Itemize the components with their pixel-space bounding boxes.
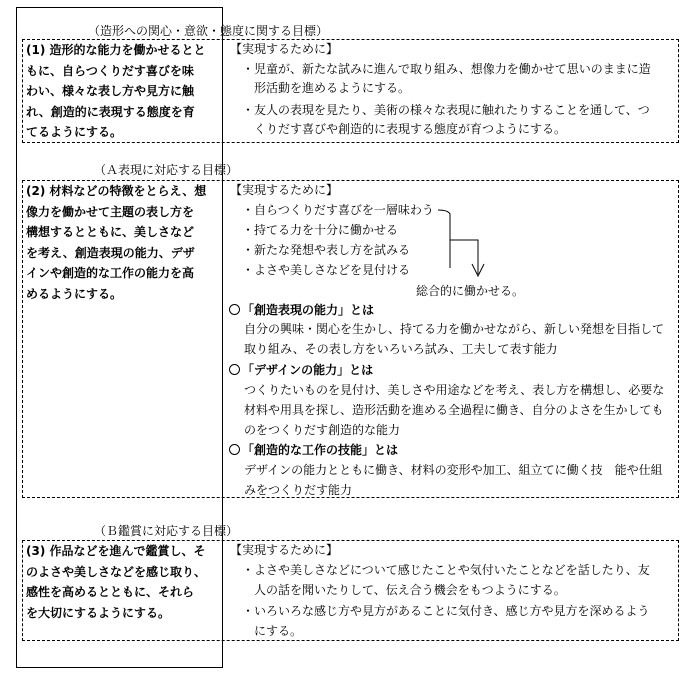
section-3-goal: (3) 作品などを進んで鑑賞し、そ のよさや美しさなどを感じ取り、 感性を高めるとともに、それら を大切にするようにする。 xyxy=(26,544,207,620)
definition-1-line-2: 取り組み、その表し方をいろいろ試み、工夫して表す能力 xyxy=(244,342,558,356)
section-2-item-3: ・新たな発想や表し方を試みる xyxy=(242,243,411,257)
definition-3-title xyxy=(229,441,398,460)
section-1-bullet-2a: ・友人の表現を見たり、美術の様々な表現に触れたりすることを通して、つ xyxy=(242,103,650,117)
combined-note: 総合的に働かせる。 xyxy=(416,284,525,298)
section-1-bullet-2b: くりだす喜びや創造的に表現する態度が育つようにする。 xyxy=(254,122,567,136)
section-3-bullet-2a: ・いろいろな感じ方や見方があることに気付き、感じ方や見方を深めるよう xyxy=(242,604,650,618)
section-3-bullet-2b: にする。 xyxy=(254,624,303,638)
section-3-bullet-1b: 人の話を聞いたりして、伝え合う機会をもつようにする。 xyxy=(254,583,566,597)
definition-1-line-1: 自分の興味・関心を生かし、持てる力を働かせながら、新しい発想を目指して xyxy=(244,322,665,336)
section-2-goal: (2) 材料などの特徴をとらえ、想 像力を働かせて主題の表し方を 構想するとともに、美しさなど を考え、創造表現の能力、デザ インや創造的な工作の能力を高 めるようにする。 xyxy=(26,184,207,301)
circle-marker-icon xyxy=(229,444,240,455)
section-1-bullet-1b: 形活動を進めるようにする。 xyxy=(254,81,411,95)
combine-arrow-icon xyxy=(436,202,496,282)
section-3-heading: 【実現するために】 xyxy=(230,543,339,557)
section-3-title: （Ｂ鑑賞に対応する目標） xyxy=(94,524,239,538)
definition-2-title xyxy=(229,361,373,380)
definition-2-line-2: 材料や用具を探し、造形活動を進める全過程に働き、自分のよさを生かしても xyxy=(244,403,664,417)
definition-3-line-2: みをつくりだす能力 xyxy=(244,483,353,497)
definition-1-title xyxy=(229,301,374,320)
definition-1-title-text: 「創造表現の能力」とは xyxy=(242,303,375,317)
section-2-item-2: ・持てる力を十分に働かせる xyxy=(242,223,399,237)
circle-marker-icon xyxy=(229,304,240,315)
section-2-item-1: ・自らつくりだす喜びを一層味わう xyxy=(242,203,434,217)
definition-2-line-3: のをつくりだす創造的な能力 xyxy=(244,423,401,437)
section-1-title: （造形への関心・意欲・態度に関する目標） xyxy=(88,24,329,38)
section-1-goal: (1) 造形的な能力を働かせるとと もに、自らつくりだす喜びを味 わい、様々な表し方や見方に触 れ、創造的に表現する態度を育 てるようにする。 xyxy=(26,43,206,139)
circle-marker-icon xyxy=(229,364,240,375)
definition-3-title-text: 「創造的な工作の技能」とは xyxy=(242,443,399,457)
section-3-bullet-1a: ・よさや美しさなどについて感じたことや気付いたことなどを話したり、友 xyxy=(242,563,650,577)
section-2-title: （Ａ表現に対応する目標） xyxy=(94,163,239,177)
definition-2-title-text: 「デザインの能力」とは xyxy=(242,363,374,377)
section-1-bullet-1a: ・児童が、新たな試みに進んで取り組み、想像力を働かせて思いのままに造 xyxy=(242,62,651,76)
section-2-heading: 【実現するために】 xyxy=(230,183,339,197)
section-1-heading: 【実現するために】 xyxy=(230,42,339,56)
definition-2-line-1: つくりたいものを見付け、美しさや用途などを考え、表し方を構想し、必要な xyxy=(244,383,665,397)
definition-3-line-1: デザインの能力とともに働き、材料の変形や加工、組立てに働く技 能や仕組 xyxy=(244,463,663,477)
section-2-item-4: ・よさや美しさなどを見付ける xyxy=(242,263,411,277)
